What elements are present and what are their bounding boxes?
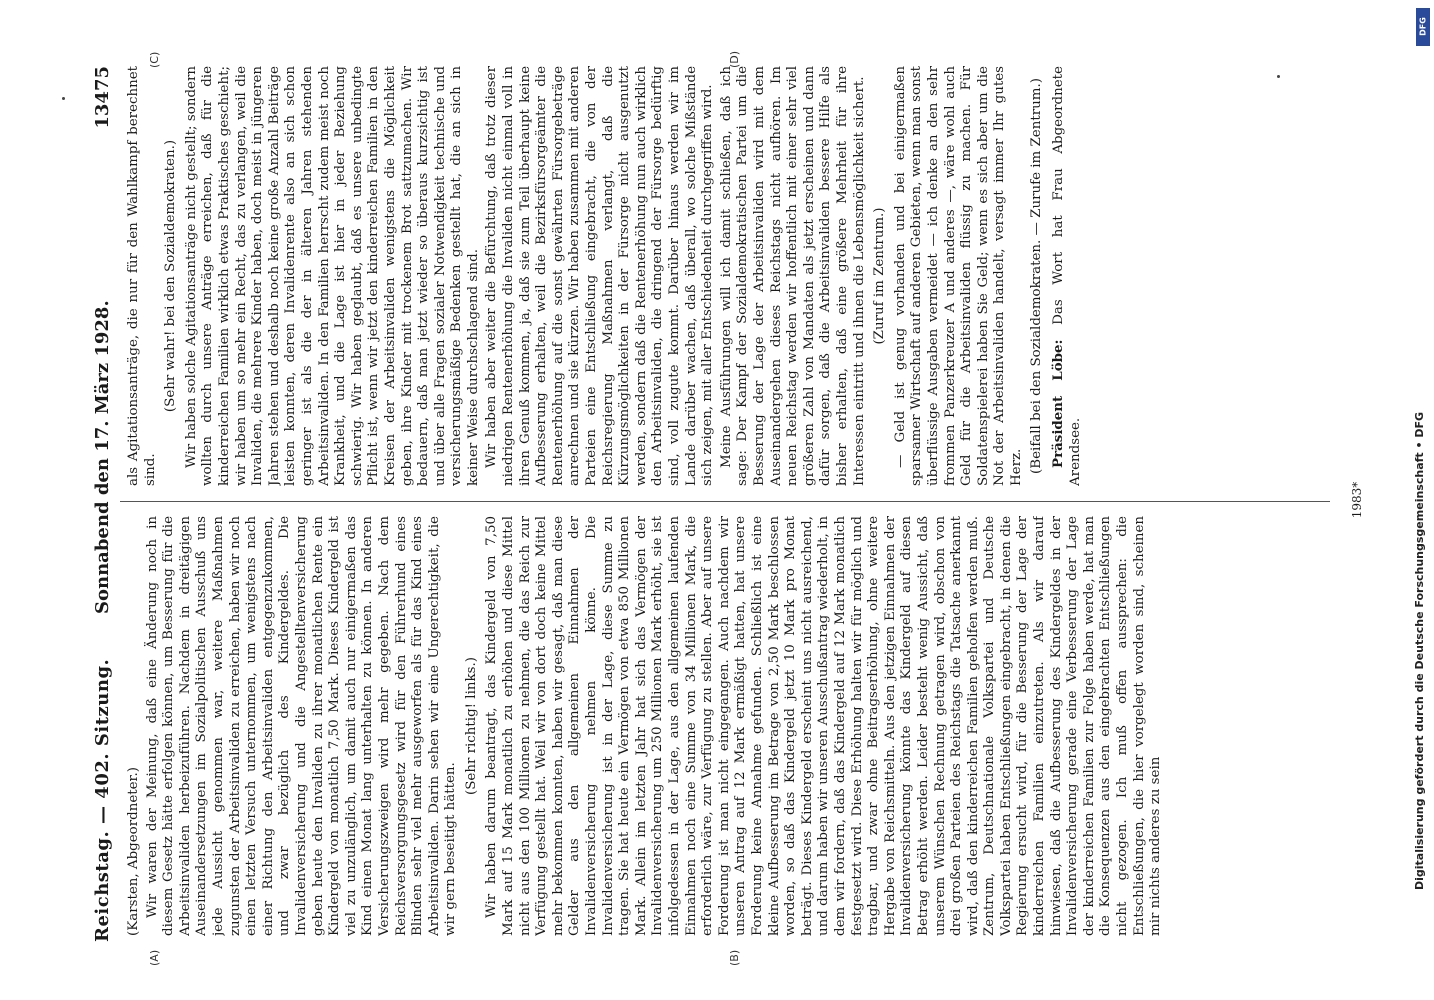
column-divider [120,501,1330,502]
margin-mark-b: (B) [728,949,741,966]
paragraph: Wir haben darum beantragt, das Kindergeld von 7,50 Mark auf 15 Mark monatlich zu erhöhen und diese Mittel nicht aus den 100 Millionen zu nehmen, die das Reich zur Verfügung gestellt hat. Weil wir von dort doch keine Mittel mehr bekommen konnten, haben wir gesagt, daß man diese Gelder aus den allgemeinen Einnahmen der Invalidenversicherung nehmen könne. Die Invalidenversicherung ist in der Lage, diese Summe zu tragen. Sie hat heute ein Vermögen von etwa 850 Millionen Mark. Allein im letzten Jahr hat sich das Vermögen der Invalidenversicherung um 250 Millionen Mark erhöht, sie ist infolgedessen in der Lage, aus den allgemeinen laufenden Einnahmen noch eine Summe von 34 Millionen Mark, die erforderlich wäre, zur Verfügung zu stellen. Aber auf unsere Forderung ist man nicht eingegangen. Auch nachdem wir unseren Antrag auf 12 Mark ermäßigt hatten, hat unsere Forderung keine Annahme gefunden. Schließlich ist eine kleine Aufbesserung im Betrage von 2,50 Mark beschlossen worden, so daß das Kindergeld jetzt 10 Mark pro Monat beträgt. Dieses Kindergeld erscheint uns nicht ausreichend, und darum haben wir unseren Ausschußantrag wiederholt, in dem wir fordern, daß das Kindergeld auf 12 Mark monatlich festgesetzt wird. Diese Erhöhung halten wir für möglich und tragbar, und zwar ohne Beitragserhöhung, ohne weitere Hergabe von Reichsmitteln. Aus den jetzigen Einnahmen der Invalidenversicherung könnte das Kindergeld auf diesen Betrag erhöht werden. Leider besteht wenig Aussicht, daß unserem Wünschen Rechnung getragen wird, obschon von drei großen Parteien des Reichstags die Tatsache anerkannt wird, daß den kinderreichen Familien geholfen werden muß. Zentrum, Deutschnationale Volkspartei und Deutsche Volkspartei haben Entschließungen eingebracht, in denen die Regierung ersucht wird, für die Besserung der Lage der kinderreichen Familien einzutreten. Als wir darauf hinwiesen, daß die Aufbesserung des Kindergeldes in der Invalidenversicherung gerade eine Verbesserung der Lage der kinderreichen Familien zur Folge haben werde, hat man die Konsequenzen aus den eingebrachten Entschließungen nicht gezogen. Ich muß offen aussprechen: die Entschließungen, die hier vorgelegt worden sind, scheinen mir nichts anderes zu sein [484,516,1164,936]
scan-speck [62,97,65,100]
left-column [126,516,1336,936]
paragraph: Meine Ausführungen will ich damit schließen, daß ich sage: Der Kampf der Sozialdemokratischen Partei um die Besserung der Lage der Arbeitsinvaliden wird mit dem Auseinandergehen dieses Reichstags nicht aufhören. Im neuen Reichstag werden wir hoffentlich mit einer sehr viel größeren Zahl von Mandaten als jetzt erscheinen und dann dafür sorgen, daß die Arbeitsinvaliden bessere Hilfe als bisher erhalten, daß eine größere Mehrheit für ihre Interessen eintritt und ihnen die Lebensmöglichkeit sichert. [718,66,867,486]
paragraph: Wir haben aber weiter die Befürchtung, daß trotz dieser niedrigen Rentenerhöhung die Invaliden nicht einmal voll in ihren Genuß kommen, ja, daß sie zum Teil überhaupt keine Aufbesserung erhalten, weil die Bezirksfürsorgeämter die Rentenerhöhung auf die sonst gewährten Fürsorgebeträge anrechnen und sie kürzen. Wir haben zusammen mit anderen Parteien eine Entschließung eingebracht, die von der Reichsregierung Maßnahmen verlangt, daß die Kürzungsmöglichkeiten in der Fürsorge nicht ausgenutzt werden, sondern daß die Rentenerhöhung nun auch wirklich den Arbeitsinvaliden, die dringend der Fürsorge bedürftig sind, voll zugute kommt. Darüber hinaus werden wir im Lande darüber wachen, daß überall, wo solche Mißstände sich zeigen, mit aller Entschiedenheit durchgegriffen wird. [484,66,716,486]
header-page-number: 13475 [92,66,113,129]
interjection: (Zuruf im Zentrum.) [872,207,888,345]
page-header [88,56,118,944]
right-column [126,66,1336,486]
rotated-document-page [88,50,1388,966]
footer-signature: 1983* [1350,481,1364,519]
president-statement [1050,66,1084,486]
speaker-attribution: (Karsten, Abgeordneter.) [126,767,141,936]
header-session: Reichstag. — 402. Sitzung. [92,658,113,942]
paragraph: — Geld ist genug vorhanden und bei einigermaßen sparsamer Wirtschaft auf anderen Gebieten, wenn man sonst überflüssige Ausgaben vermeidet — ich denke an den sehr frommen Panzerkreuzer A und anderes —, wäre wohl auch Geld für die Arbeitsinvaliden flüssig zu machen. Für Soldatenspielerei haben Sie Geld; wenn es sich aber um die Not der Arbeitsinvaliden handelt, versagt immer Ihr gutes Herz. [892,66,1024,486]
margin-mark-d: (D) [728,50,741,68]
dfg-credit-text: Digitalisierung gefördert durch die Deutsche Forschungsgemeinschaft • DFG [1413,411,1426,890]
dfg-side-strip [1413,0,1433,1000]
president-text: Das Wort hat Frau Abgeordnete Arendsee. [1051,66,1083,486]
interjection: (Beifall bei den Sozialdemokraten. — Zurufe im Zentrum.) [1029,78,1045,474]
interjection: (Sehr richtig! links.) [463,657,479,795]
margin-mark-c: (C) [148,51,161,68]
header-date: Sonnabend den 17. März 1928. [92,300,113,614]
paragraph: Wir haben solche Agitationsanträge nicht gestellt; sondern wollten durch unsere Anträge erreichen, daß für die kinderreichen Familien wirklich etwas Praktisches geschieht; wir haben um so mehr ein Recht, das zu verlangen, weil die Invaliden, die mehrere Kinder haben, doch meist in jüngeren Jahren stehen und deshalb noch keine große Anzahl Beiträge leisten konnten, deren Invalidenrente also an sich schon geringer ist als die der in älteren Jahren stehenden Arbeitsinvaliden. In den Familien herrscht zudem meist noch Krankheit, und die Lage ist hier in jeder Beziehung schwierig. Wir haben geglaubt, daß es unsere unbedingte Pflicht ist, wenn wir jetzt den kinderreichen Familien in den Kreisen der Arbeitsinvaliden wenigstens die Möglichkeit geben, ihre Kinder mit trockenem Brot sattzumachen. Wir bedauern, daß man jetzt wieder so überaus kurzsichtig ist und über alle Fragen sozialer Notwendigkeit technische und versicherungsmäßige Bedenken gestellt hat, die an sich in keiner Weise durchschlagend sind. [183,66,481,486]
dfg-logo: DFG [1416,8,1430,46]
interjection: (Sehr wahr! bei den Sozialdemokraten.) [163,139,179,413]
margin-mark-a: (A) [148,949,161,966]
president-label: Präsident Löbe: [1050,339,1067,468]
paragraph: als Agitationsanträge, die nur für den Wahlkampf berechnet sind. [126,66,158,486]
paragraph: Wir waren der Meinung, daß eine Änderung noch in diesem Gesetz hätte erfolgen können, um Besserung für die Arbeitsinvaliden herbeizuführen. Nachdem in dreitägigen Auseinandersetzungen im Sozialpolitischen Ausschuß uns jede Aussicht genommen war, weitere Maßnahmen zugunsten der Arbeitsinvaliden zu erreichen, haben wir noch einen letzten Versuch unternommen, um wenigstens nach einer Richtung den Arbeitsinvaliden entgegenzukommen, und zwar bezüglich des Kindergeldes. Die Invalidenversicherung und die Angestelltenversicherung geben heute den Invaliden zu ihrer monatlichen Rente ein Kindergeld von monatlich 7,50 Mark. Dieses Kindergeld ist viel zu unzulänglich, um damit auch nur einigermaßen das Kind einen Monat lang unterhalten zu können. In anderen Versicherungszweigen wird mehr gegeben. Nach dem Reichsversorgungsgesetz wird für den Führerhund eines Blinden sehr viel mehr ausgeworfen als für das Kind eines Arbeitsinvaliden. Darin sehen wir eine Ungerechtigkeit, die wir gern beseitigt hätten. [144,516,459,936]
scan-speck [1277,75,1280,78]
